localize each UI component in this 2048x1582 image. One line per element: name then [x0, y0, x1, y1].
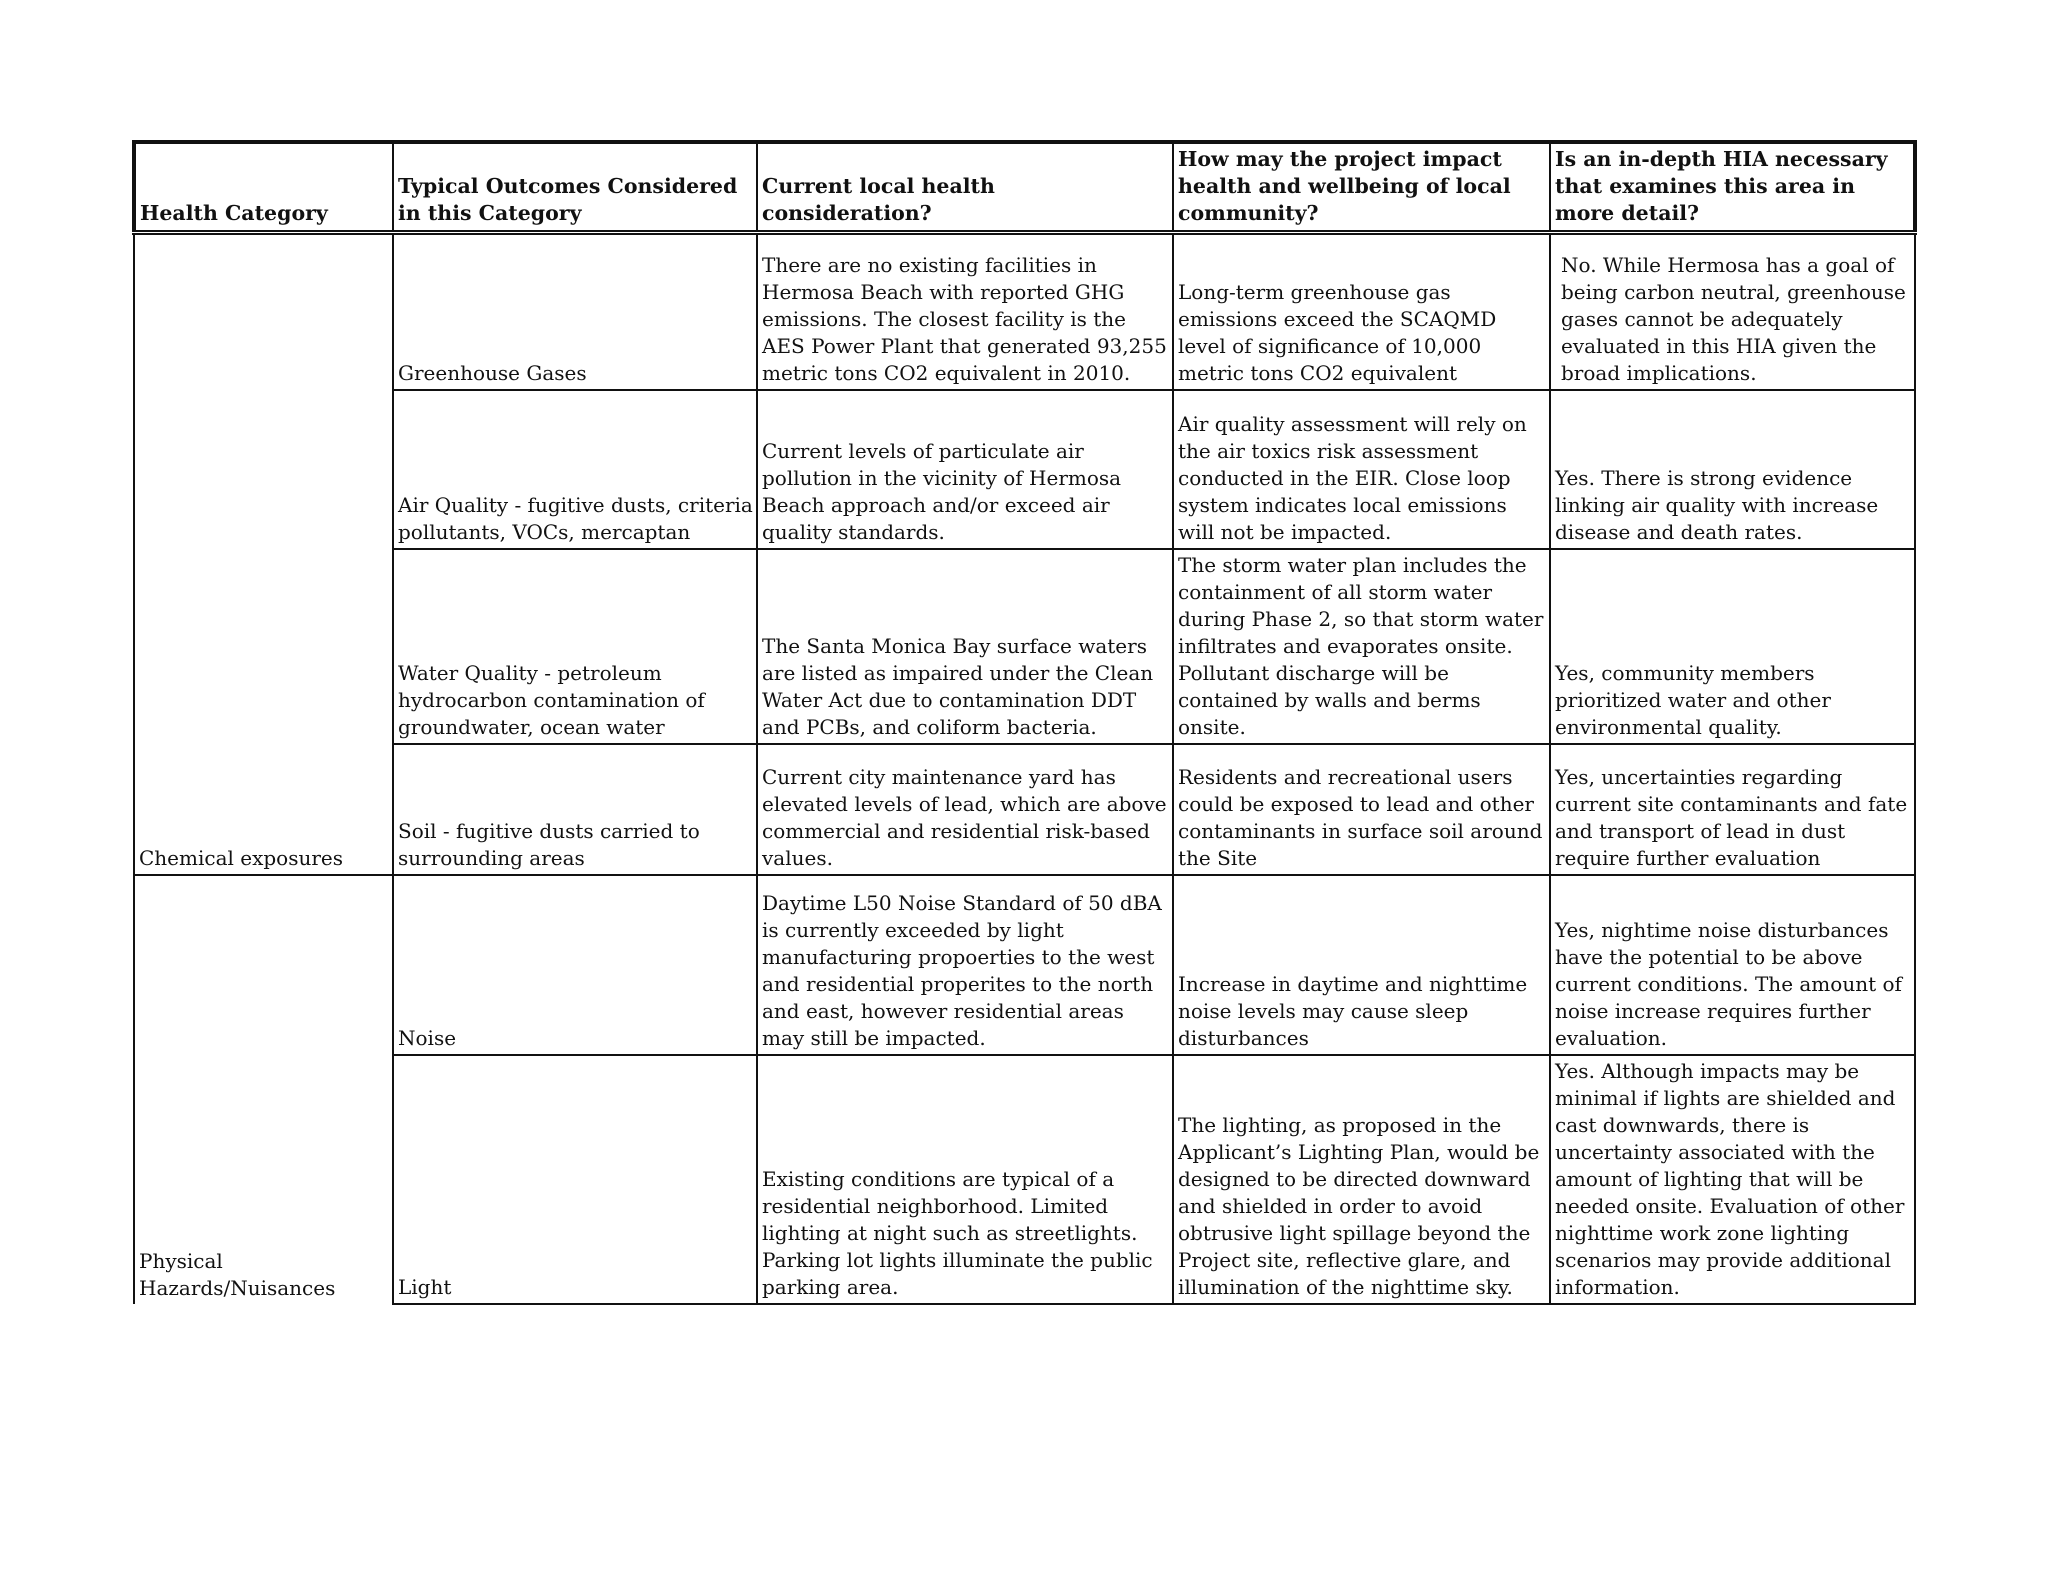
header-project-impact: How may the project impact health and wellbeing of local community? — [1173, 142, 1550, 233]
impact-cell: Air quality assessment will rely on the air toxics risk assessment conducted in the EIR. Close loop system indicates local emissions will not be impacted. — [1173, 390, 1550, 549]
outcome-cell: Water Quality - petroleum hydrocarbon contamination of groundwater, ocean water — [393, 549, 757, 744]
health-category-table — [132, 140, 1917, 1305]
indepth-cell: Yes, community members prioritized water and other environmental quality. — [1550, 549, 1915, 744]
current-cell: Current city maintenance yard has elevated levels of lead, which are above commercial and residential risk-based values. — [757, 744, 1173, 875]
impact-cell: Increase in daytime and nighttime noise levels may cause sleep disturbances — [1173, 875, 1550, 1055]
impact-cell: Residents and recreational users could be exposed to lead and other contaminants in surface soil around the Site — [1173, 744, 1550, 875]
current-cell: Daytime L50 Noise Standard of 50 dBA is currently exceeded by light manufacturing propoerties to the west and residential properites to the north and east, however residential areas may still be impacted. — [757, 875, 1173, 1055]
table-row — [134, 1055, 1915, 1304]
current-cell: Current levels of particulate air pollution in the vicinity of Hermosa Beach approach and/or exceed air quality standards. — [757, 390, 1173, 549]
outcome-cell: Soil - fugitive dusts carried to surrounding areas — [393, 744, 757, 875]
indepth-cell: Yes, uncertainties regarding current site contaminants and fate and transport of lead in dust require further evaluation — [1550, 744, 1915, 875]
impact-cell: The storm water plan includes the containment of all storm water during Phase 2, so that storm water infiltrates and evaporates onsite. Pollutant discharge will be contained by walls and berms onsite. — [1173, 549, 1550, 744]
category-physical-hazards: Physical Hazards/Nuisances — [134, 875, 393, 1304]
header-current-local-health: Current local health consideration? — [757, 142, 1173, 233]
table-row — [134, 233, 1915, 390]
header-row — [134, 142, 1915, 233]
outcome-cell: Air Quality - fugitive dusts, criteria pollutants, VOCs, mercaptan — [393, 390, 757, 549]
category-chemical-exposures: Chemical exposures — [134, 233, 393, 875]
header-typical-outcomes: Typical Outcomes Considered in this Category — [393, 142, 757, 233]
header-indepth-hia: Is an in-depth HIA necessary that examines this area in more detail? — [1550, 142, 1915, 233]
indepth-cell: Yes, nightime noise disturbances have the potential to be above current conditions. The amount of noise increase requires further evaluation. — [1550, 875, 1915, 1055]
table-row — [134, 744, 1915, 875]
table-row — [134, 875, 1915, 1055]
outcome-cell: Light — [393, 1055, 757, 1304]
indepth-cell: No. While Hermosa has a goal of being carbon neutral, greenhouse gases cannot be adequately evaluated in this HIA given the broad implications. — [1550, 233, 1915, 390]
header-health-category: Health Category — [134, 142, 393, 233]
outcome-cell: Noise — [393, 875, 757, 1055]
current-cell: The Santa Monica Bay surface waters are listed as impaired under the Clean Water Act due to contamination DDT and PCBs, and coliform bacteria. — [757, 549, 1173, 744]
indepth-cell: Yes. Although impacts may be minimal if lights are shielded and cast downwards, there is uncertainty associated with the amount of lighting that will be needed onsite. Evaluation of other nighttime work zone lighting scenarios may provide additional information. — [1550, 1055, 1915, 1304]
table-row — [134, 390, 1915, 549]
impact-cell: The lighting, as proposed in the Applicant’s Lighting Plan, would be designed to be directed downward and shielded in order to avoid obtrusive light spillage beyond the Project site, reflective glare, and illumination of the nighttime sky. — [1173, 1055, 1550, 1304]
outcome-cell: Greenhouse Gases — [393, 233, 757, 390]
impact-cell: Long-term greenhouse gas emissions exceed the SCAQMD level of significance of 10,000 metric tons CO2 equivalent — [1173, 233, 1550, 390]
current-cell: Existing conditions are typical of a residential neighborhood. Limited lighting at night such as streetlights. Parking lot lights illuminate the public parking area. — [757, 1055, 1173, 1304]
indepth-cell: Yes. There is strong evidence linking air quality with increase disease and death rates. — [1550, 390, 1915, 549]
current-cell: There are no existing facilities in Hermosa Beach with reported GHG emissions. The closest facility is the AES Power Plant that generated 93,255 metric tons CO2 equivalent in 2010. — [757, 233, 1173, 390]
table-row — [134, 549, 1915, 744]
